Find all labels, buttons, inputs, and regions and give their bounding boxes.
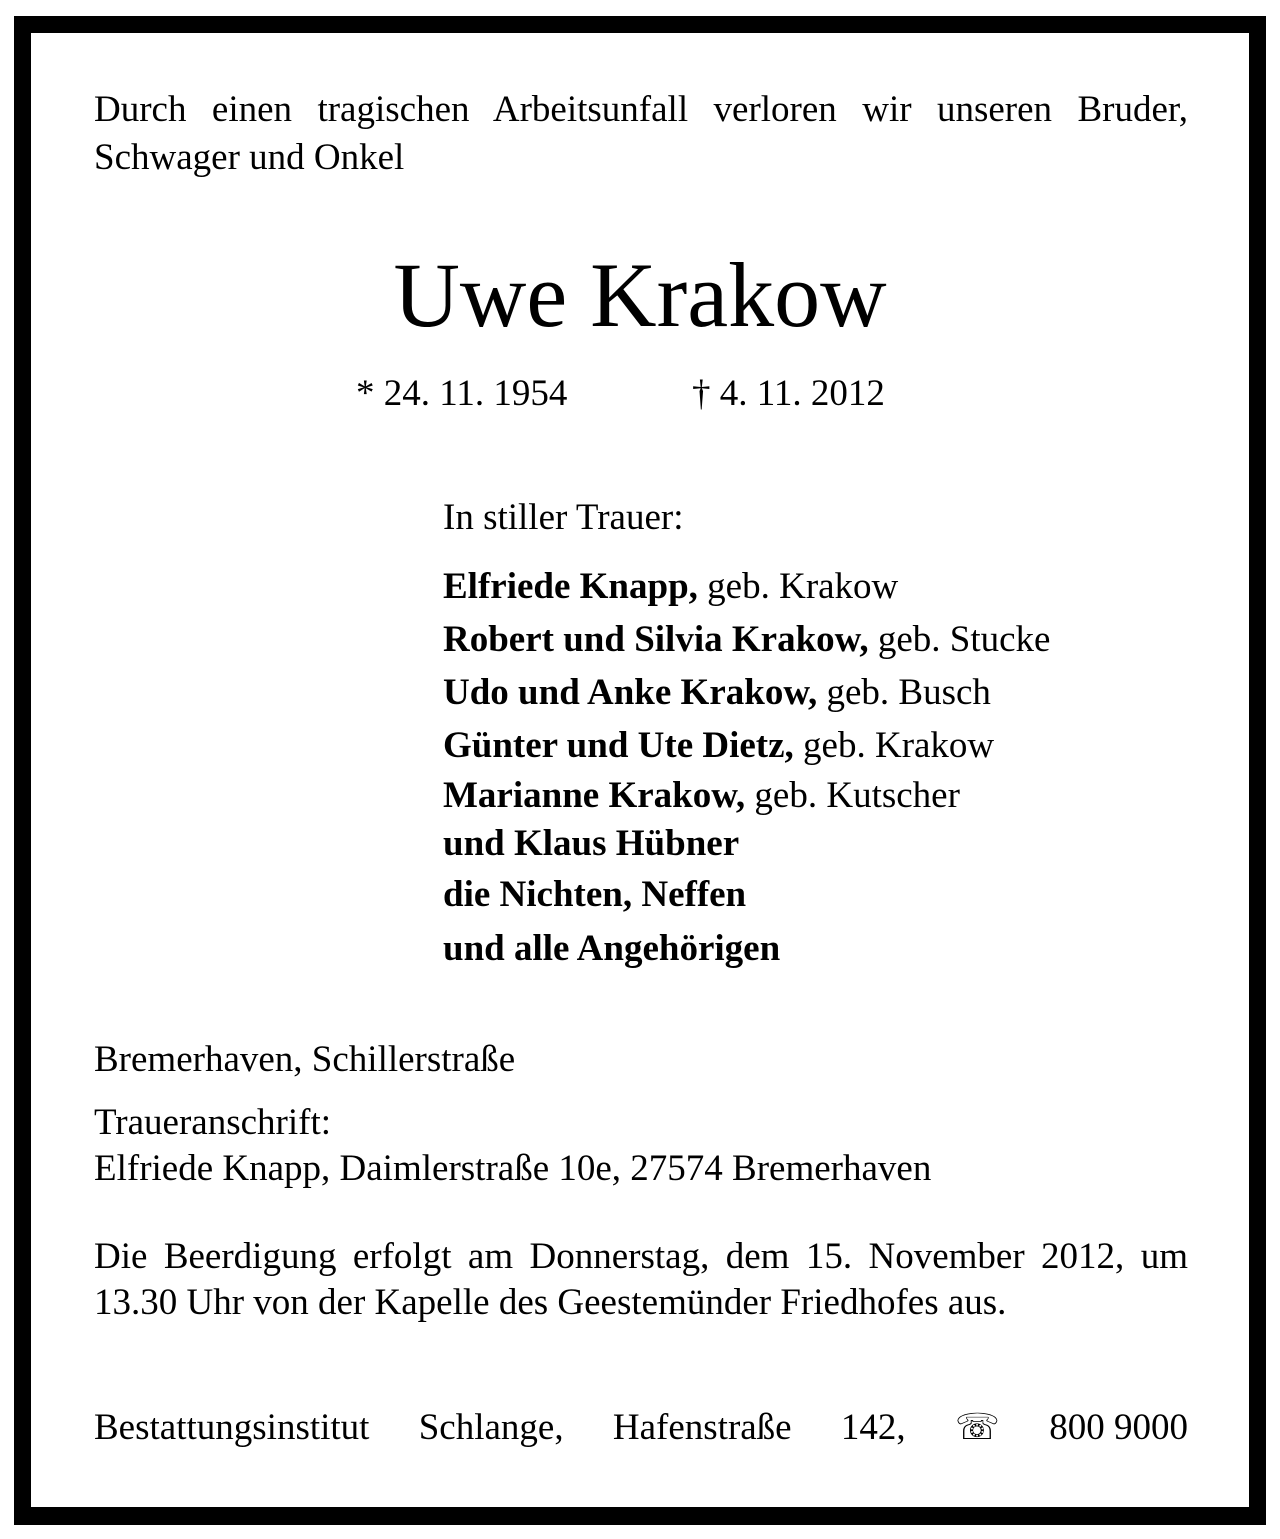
mourner-name: Udo und Anke Krakow, (443, 672, 818, 713)
mourner-row (443, 719, 1223, 772)
death-date: † 4. 11. 2012 (692, 373, 885, 414)
mourner-name: Elfriede Knapp, (443, 566, 698, 607)
undertaker-word: 142, (840, 1407, 906, 1448)
deceased-name: Uwe Krakow (393, 244, 887, 346)
undertaker-line (94, 1404, 1188, 1452)
undertaker-word: Hafenstraße (612, 1407, 792, 1448)
mourning-address (94, 1100, 931, 1192)
mourner-row (443, 560, 1223, 613)
intro-text: Durch einen tragischen Arbeitsunfall verloren wir unseren Bruder, Schwager und Onkel (94, 89, 1188, 178)
mourner-row (443, 772, 1223, 820)
mourner-row (443, 613, 1223, 666)
mourner-row (443, 666, 1223, 719)
undertaker-word: Bestattungsinstitut (94, 1407, 370, 1448)
birth-date: * 24. 11. 1954 (356, 373, 568, 414)
funeral-notice: Die Beerdigung erfolgt am Donnerstag, dem 15. November 2012, um 13.30 Uhr von der Kapelle des Geestemünder Friedhofes aus. (94, 1236, 1188, 1323)
mourner-note: geb. Kutscher (745, 775, 960, 816)
undertaker-word: Schlange, (418, 1407, 564, 1448)
mourner-extra: die Nichten, Neffen (443, 874, 747, 915)
residence: Bremerhaven, Schillerstraße (94, 1039, 516, 1080)
mourners-list (443, 560, 1223, 976)
mourner-extra: und Klaus Hübner (443, 823, 740, 864)
mourner-name: Günter und Ute Dietz, (443, 725, 794, 766)
mourner-note: geb. Busch (817, 672, 991, 713)
mourner-extra: und alle Angehörigen (443, 928, 781, 969)
mourner-name: Marianne Krakow, (443, 775, 746, 816)
telephone-icon: ☏ (954, 1407, 1000, 1448)
life-dates (356, 370, 936, 418)
phone-number: 800 9000 (1049, 1407, 1188, 1448)
mourner-note: geb. Krakow (697, 566, 899, 607)
mourner-note: geb. Stucke (868, 619, 1051, 660)
address-line: Elfriede Knapp, Daimlerstraße 10e, 27574 Bremerhaven (94, 1148, 932, 1189)
address-label: Traueranschrift: (94, 1102, 332, 1143)
mourner-note: geb. Krakow (793, 725, 995, 766)
mourner-name: Robert und Silvia Krakow, (443, 619, 869, 660)
mourning-heading: In stiller Trauer: (443, 497, 684, 538)
